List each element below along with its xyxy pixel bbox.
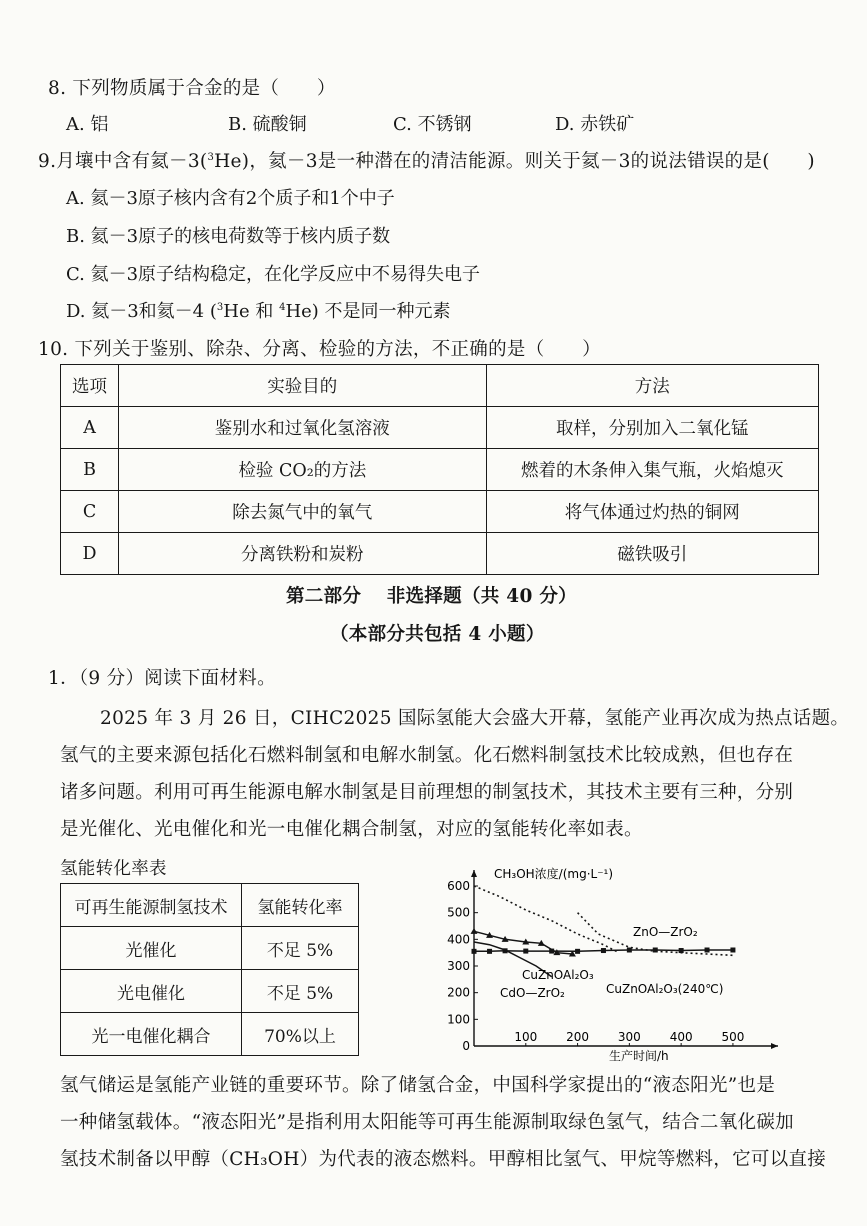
- q9-option-a: A. 氦－3原子核内含有2个质子和1个中子: [66, 188, 395, 209]
- q1-paragraph-line: 氢气储运是氢能产业链的重要环节。除了储氢合金，中国科学家提出的“液态阳光”也是: [60, 1075, 776, 1096]
- data-point: [705, 948, 710, 953]
- q10-cell: 除去氮气中的氧气: [119, 491, 486, 533]
- y-axis-arrow: [471, 870, 477, 877]
- part2-subtitle: （本部分共包括 4 小题）: [330, 624, 545, 645]
- x-axis-label: 生产时间/h: [609, 1049, 669, 1063]
- q10-cell: 燃着的木条伸入集气瓶，火焰熄灭: [486, 449, 818, 491]
- q1-paragraph-line: 诸多问题。利用可再生能源电解水制氢是目前理想的制氢技术，其技术主要有三种，分别: [60, 782, 794, 803]
- q10-table: [60, 364, 819, 575]
- q1-paragraph-line: 2025 年 3 月 26 日，CIHC2025 国际氢能大会盛大开幕，氢能产业再次成为热点话题。: [100, 708, 850, 729]
- q1-stem: 1．（9 分）阅读下面材料。: [48, 668, 276, 689]
- table-row: [61, 927, 359, 970]
- q10-header-method: 方法: [486, 365, 818, 407]
- q9-option-d-part-a: D. 氦－3和氦－4 (: [66, 301, 217, 322]
- part2-title: 第二部分 非选择题（共 40 分）: [286, 586, 577, 607]
- y-tick-label: 0: [462, 1039, 470, 1053]
- q10-cell: 取样，分别加入二氧化锰: [486, 407, 818, 449]
- data-point: [523, 949, 528, 954]
- q9-stem: [38, 147, 815, 173]
- conversion-cell: 70%以上: [242, 1013, 359, 1056]
- data-point: [487, 949, 492, 954]
- y-tick-label: 200: [447, 985, 470, 1000]
- x-axis-arrow: [771, 1043, 778, 1049]
- q10-cell: 磁铁吸引: [486, 533, 818, 575]
- q9-stem-superscript: 3: [207, 152, 215, 163]
- conversion-cell: 光电催化: [61, 970, 242, 1013]
- table-row: [61, 1013, 359, 1056]
- q8-option-b: B. 硫酸铜: [228, 114, 307, 135]
- methanol-concentration-chart: [430, 862, 830, 1074]
- data-point: [472, 949, 477, 954]
- conversion-cell: 光一电催化耦合: [61, 1013, 242, 1056]
- conversion-cell: 光催化: [61, 927, 242, 970]
- q8-option-a: A. 铝: [66, 114, 109, 135]
- x-tick-label: 100: [514, 1030, 538, 1044]
- q9-option-d-sup2: 4: [279, 302, 286, 313]
- q1-paragraph-line: 是光催化、光电催化和光一电催化耦合制氢，对应的氢能转化率如表。: [60, 819, 643, 840]
- q9-option-d-part-b: He 和: [223, 301, 280, 322]
- q8-stem: 8. 下列物质属于合金的是（ ）: [48, 78, 336, 99]
- q9-option-c: C. 氦－3原子结构稳定，在化学反应中不易得失电子: [66, 264, 481, 285]
- q9-stem-part-a: 9.月壤中含有氦－3(: [38, 151, 208, 172]
- q10-header-row: [61, 365, 819, 407]
- conversion-header-tech: 可再生能源制氢技术: [61, 884, 242, 927]
- q10-cell: B: [61, 449, 119, 491]
- q1-paragraph-line: 氢技术制备以甲醇（CH₃OH）为代表的液态燃料。甲醇相比氢气、甲烷等燃料，它可以直接: [60, 1149, 827, 1170]
- conversion-header-rate: 氢能转化率: [242, 884, 359, 927]
- x-tick-label: 200: [566, 1030, 590, 1044]
- y-tick-label: 500: [447, 905, 470, 920]
- q10-cell: C: [61, 491, 119, 533]
- q1-paragraph-line: 氢气的主要来源包括化石燃料制氢和电解水制氢。化石燃料制氢技术比较成熟，但也存在: [60, 745, 794, 766]
- q10-cell: 将气体通过灼热的铜网: [486, 491, 818, 533]
- q10-cell: D: [61, 533, 119, 575]
- q9-stem-part-b: He)，氦－3是一种潜在的清洁能源。则关于氦－3的说法错误的是( ): [214, 151, 815, 172]
- table-row: [61, 533, 819, 575]
- q10-cell: 检验 CO₂的方法: [119, 449, 486, 491]
- y-axis-label: CH₃OH浓度/(mg·L⁻¹): [494, 867, 614, 881]
- x-tick-label: 500: [721, 1030, 745, 1044]
- series-label-cuznoal2o3: CuZnOAl₂O₃: [522, 968, 594, 982]
- q9-option-b: B. 氦－3原子的核电荷数等于核内质子数: [66, 226, 391, 247]
- q9-option-d: [66, 297, 451, 323]
- data-point: [601, 948, 606, 953]
- q10-cell: 鉴别水和过氧化氢溶液: [119, 407, 486, 449]
- conversion-table-title: 氢能转化率表: [60, 859, 167, 879]
- table-row: [61, 449, 819, 491]
- data-point: [575, 949, 580, 954]
- y-tick-label: 100: [447, 1012, 470, 1027]
- q10-header-purpose: 实验目的: [119, 365, 486, 407]
- y-tick-label: 300: [447, 959, 470, 973]
- series-label-zno-zro2: ZnO—ZrO₂: [633, 925, 698, 939]
- series-label-cuznoal2o3-240: CuZnOAl₂O₃(240℃): [606, 982, 724, 996]
- table-row: [61, 407, 819, 449]
- table-row: [61, 970, 359, 1013]
- x-tick-label: 300: [617, 1030, 641, 1044]
- conversion-table-header-row: [61, 884, 359, 927]
- y-tick-label: 600: [447, 879, 470, 893]
- q1-paragraph-line: 一种储氢载体。“液态阳光”是指利用太阳能等可再生能源制取绿色氢气，结合二氧化碳加: [60, 1112, 794, 1133]
- series-label-cdo-zro2: CdO—ZrO₂: [500, 986, 565, 1000]
- conversion-table: [60, 883, 359, 1056]
- data-point: [730, 948, 735, 953]
- table-row: [61, 491, 819, 533]
- conversion-cell: 不足 5%: [242, 927, 359, 970]
- q9-option-d-part-c: He) 不是同一种元素: [285, 301, 451, 322]
- q10-stem: 10. 下列关于鉴别、除杂、分离、检验的方法，不正确的是（ ）: [38, 339, 601, 360]
- y-tick-label: 400: [447, 932, 470, 947]
- conversion-cell: 不足 5%: [242, 970, 359, 1013]
- q8-option-d: D. 赤铁矿: [555, 114, 635, 135]
- q10-cell: 分离铁粉和炭粉: [119, 533, 486, 575]
- q9-option-d-sup1: 3: [216, 302, 224, 313]
- q10-header-option: 选项: [61, 365, 119, 407]
- series-line: [474, 886, 619, 953]
- q10-cell: A: [61, 407, 119, 449]
- x-tick-label: 400: [669, 1030, 693, 1044]
- data-point: [471, 928, 478, 934]
- q8-option-c: C. 不锈钢: [393, 114, 472, 135]
